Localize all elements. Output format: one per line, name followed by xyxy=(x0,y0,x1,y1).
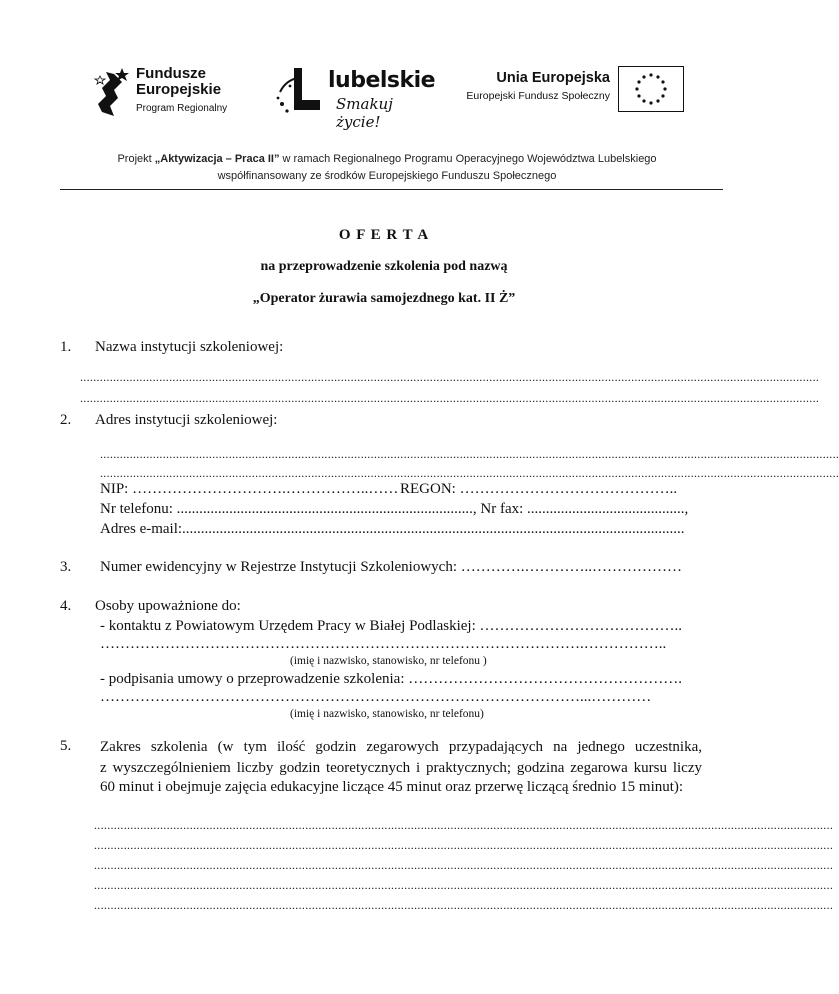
offer-title: O F E R T A xyxy=(338,227,430,243)
phone-fax-field[interactable]: Nr telefonu: ..............................................................................., Nr fax: .........................................., xyxy=(100,501,689,517)
s2-input-line-1[interactable]: ................................................................................................................................................................................................................................ xyxy=(100,447,839,461)
s2-input-line-2[interactable]: ................................................................................................................................................................................................................................ xyxy=(100,466,839,480)
s5-line1: Zakres szkolenia (w tym ilość godzin zegarowych przypadających na jednego uczestnika, xyxy=(100,739,702,755)
lubelskie-name: lubelskie xyxy=(328,68,436,93)
header-divider xyxy=(60,189,723,190)
s1-label: Nazwa instytucji szkoleniowej: xyxy=(95,339,284,355)
eu-flag xyxy=(618,66,684,117)
s5-input-line-4[interactable]: ................................................................................................................................................................................................................................ xyxy=(94,878,834,892)
fe-line3: Program Regionalny xyxy=(136,103,228,114)
signatory-hint: (imię i nazwisko, stanowisko, nr telefonu) xyxy=(290,708,484,720)
ue-fund: Europejski Fundusz Społeczny xyxy=(466,90,610,102)
project-note xyxy=(40,151,734,185)
regon-field[interactable]: REGON: …………………………………….. xyxy=(400,481,678,497)
project-name: „Aktywizacja – Praca II” xyxy=(154,153,280,165)
eu-flag-icon xyxy=(618,66,684,112)
s3-num: 3. xyxy=(60,559,72,575)
s1-input-line-1[interactable]: ................................................................................................................................................................................................................................ xyxy=(80,370,820,384)
signatory-field[interactable]: - podpisania umowy o przeprowadzenie szkolenia: ………………………………………………. xyxy=(100,671,682,687)
signatory-dots[interactable]: ……………………………………………………………………………………...………… xyxy=(100,689,652,705)
project-note-line2: współfinansowany ze środków Europejskiego Funduszu Społecznego xyxy=(217,170,557,182)
s1-input-line-2[interactable]: ................................................................................................................................................................................................................................ xyxy=(80,391,820,405)
s5-input-line-2[interactable]: ................................................................................................................................................................................................................................ xyxy=(94,838,834,852)
s2-num: 2. xyxy=(60,412,72,428)
ue-logo-text xyxy=(460,70,610,120)
contact-person-field[interactable]: - kontaktu z Powiatowym Urzędem Pracy w Białej Podlaskiej: ………………………………….. xyxy=(100,618,683,634)
project-prefix: Projekt xyxy=(117,153,155,165)
s2-label: Adres instytucji szkoleniowej: xyxy=(95,412,278,428)
s5-line2: z wyszczególnieniem liczby godzin teoretycznych i praktycznych; godzina zegarowa kursu liczy xyxy=(100,760,702,776)
lubelskie-emblem-icon xyxy=(276,66,324,116)
contact-person-dots[interactable]: …………………………………………………………………………………….…………….. xyxy=(100,636,667,652)
registry-number-field[interactable]: Numer ewidencyjny w Rejestrze Instytucji Szkoleniowych: ………….…………..……………… xyxy=(100,559,682,575)
ue-name: Unia Europejska xyxy=(496,70,610,86)
contact-hint: (imię i nazwisko, stanowisko, nr telefonu ) xyxy=(290,655,487,667)
fe-line1: Fundusze xyxy=(136,65,206,82)
logo-bar xyxy=(0,62,768,134)
nip-field[interactable]: NIP: ………………………….……………..…… xyxy=(100,481,399,497)
s5-input-line-5[interactable]: ................................................................................................................................................................................................................................ xyxy=(94,898,834,912)
s4-num: 4. xyxy=(60,598,72,614)
s1-num: 1. xyxy=(60,339,72,355)
s5-num: 5. xyxy=(60,738,72,754)
project-program: w ramach Regionalnego Programu Operacyjnego Województwa Lubelskiego xyxy=(279,153,657,165)
s5-input-line-3[interactable]: ................................................................................................................................................................................................................................ xyxy=(94,858,834,872)
s5-line3: 60 minut i obejmuje zajęcia edukacyjne liczące 45 minut oraz przerwę liczącą średnio 15 minut): xyxy=(100,779,684,795)
fe-stars-icon xyxy=(92,66,132,118)
offer-subtitle: na przeprowadzenie szkolenia pod nazwą xyxy=(260,259,508,274)
fundusze-europejskie-logo xyxy=(92,62,262,122)
course-name: „Operator żurawia samojezdnego kat. II Ż” xyxy=(252,291,516,306)
s4-label: Osoby upoważnione do: xyxy=(95,598,241,614)
lubelskie-logo xyxy=(276,62,436,131)
lubelskie-slogan: Smakuj życie! xyxy=(336,95,393,131)
s5-input-line-1[interactable]: ................................................................................................................................................................................................................................ xyxy=(94,818,834,832)
fe-line2: Europejskie xyxy=(136,81,222,98)
project-note-line1 xyxy=(40,151,734,168)
email-field[interactable]: Adres e-mail:...................................................................................................................................... xyxy=(100,521,685,537)
